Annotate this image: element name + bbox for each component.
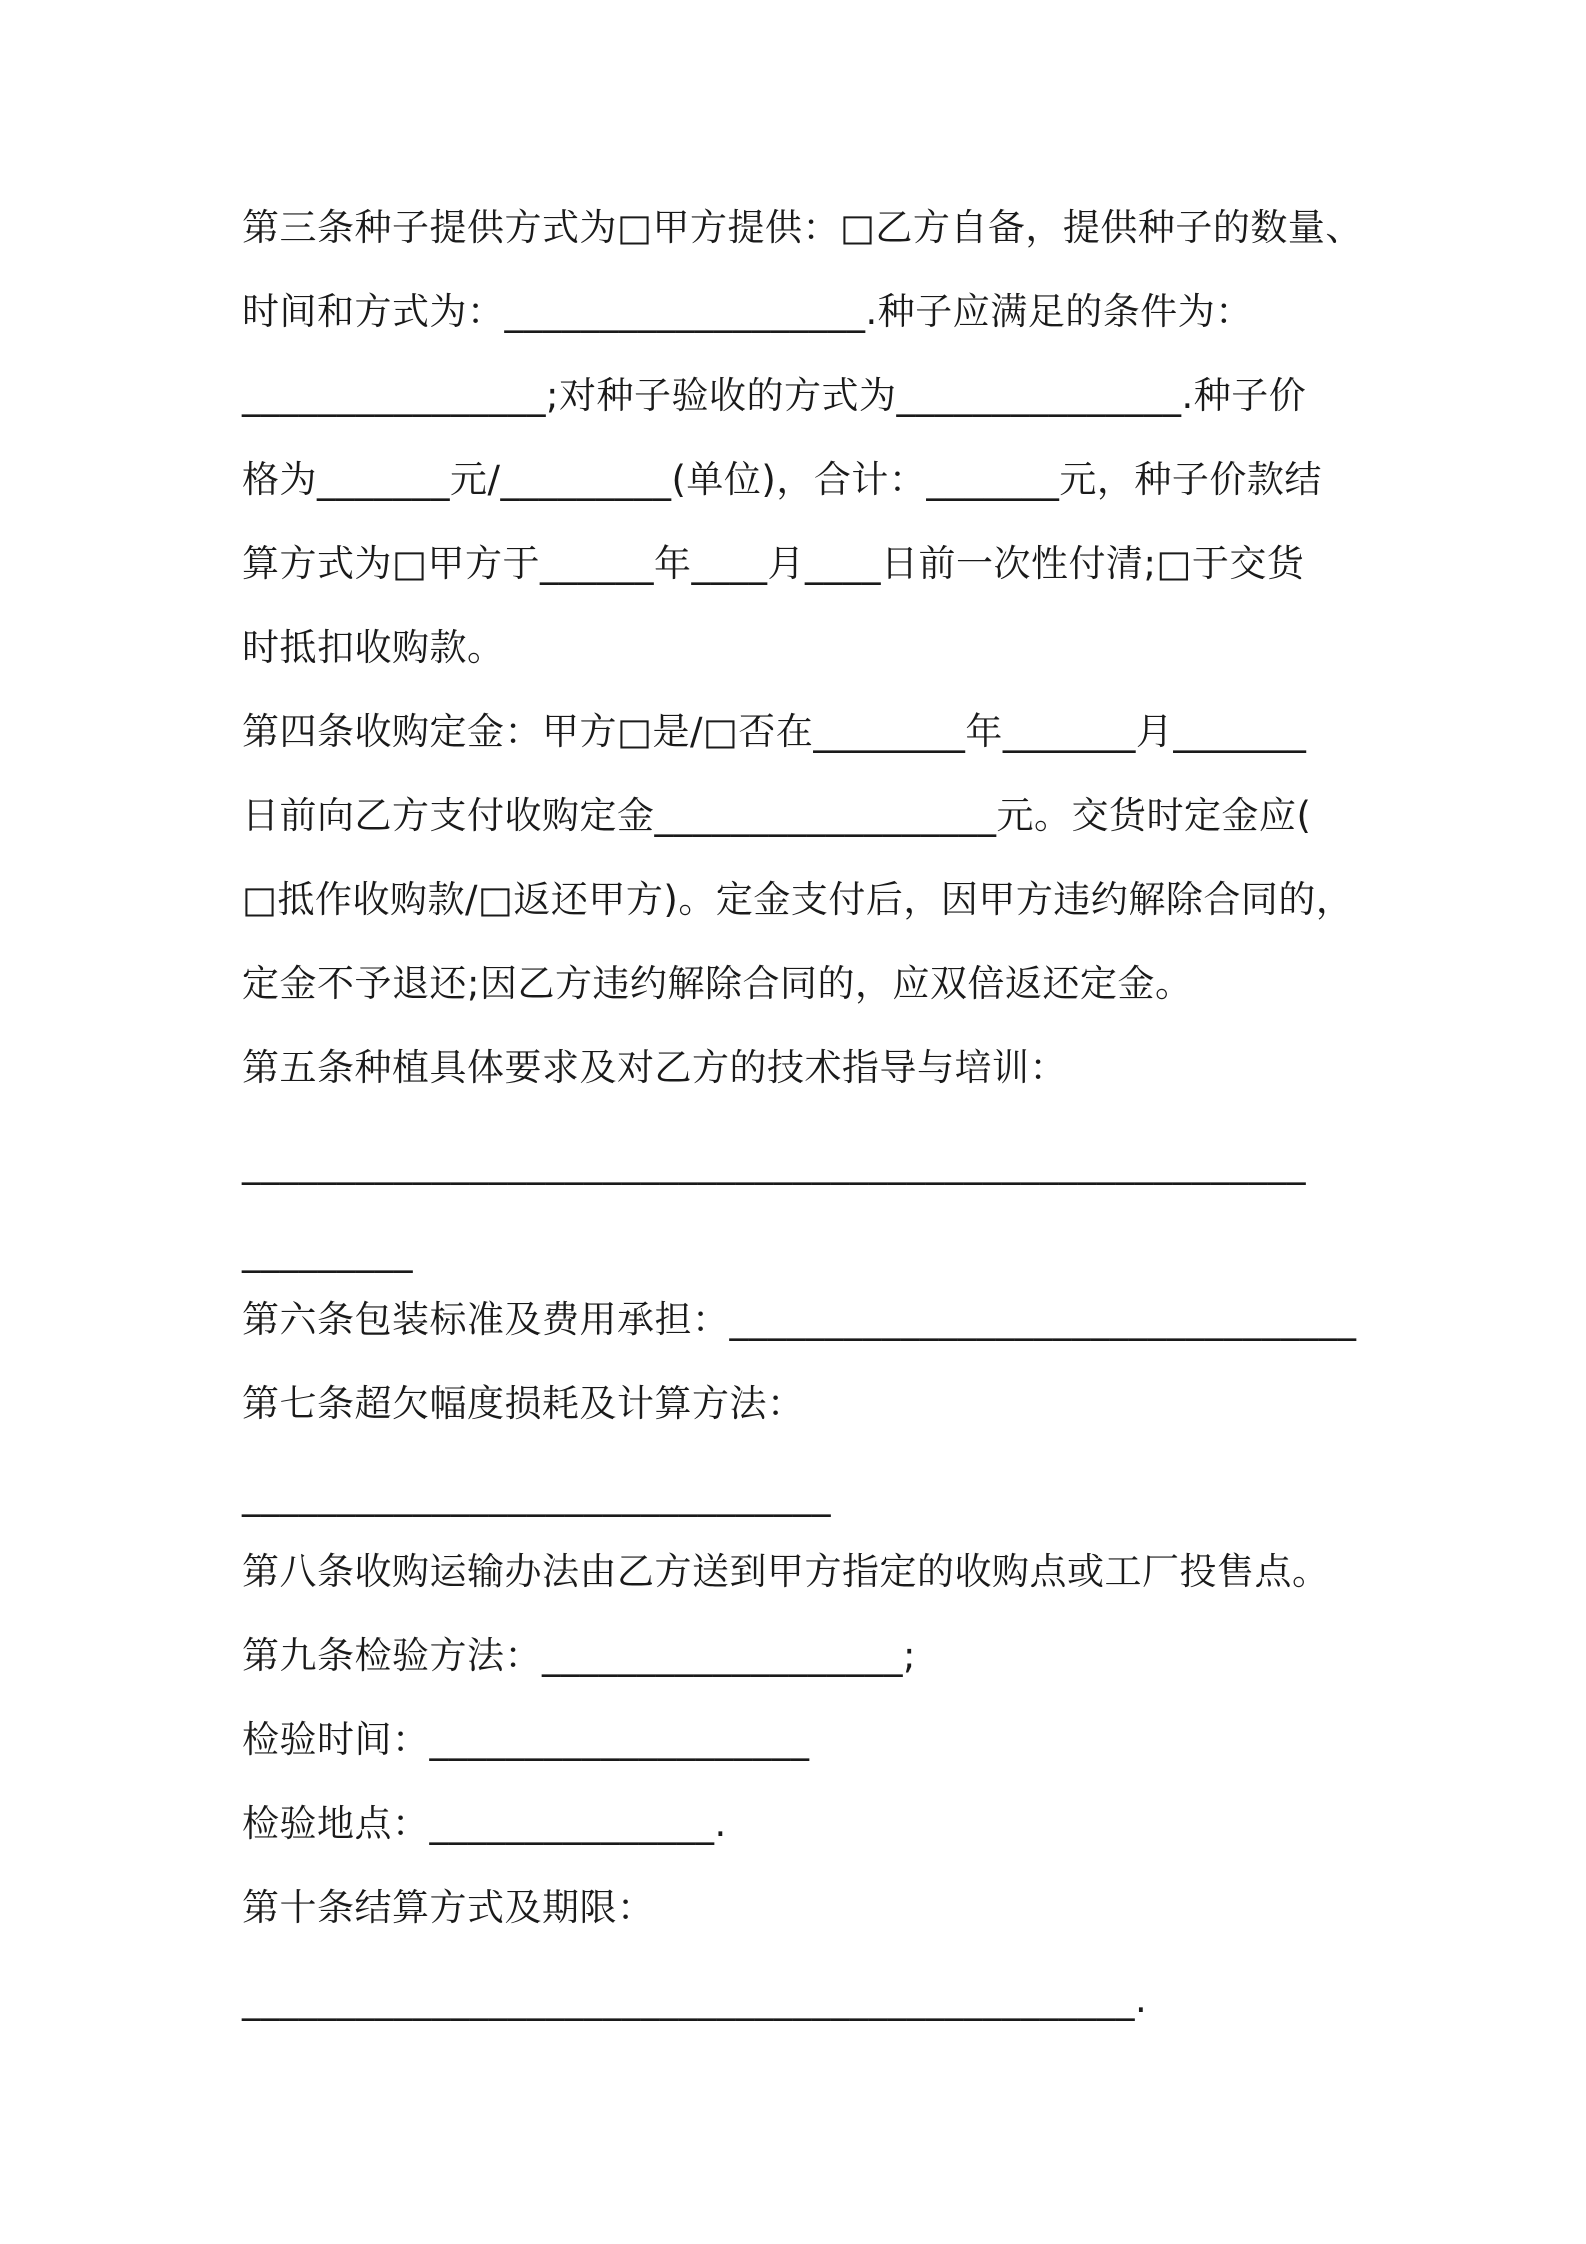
clause-4-line-3: □抵作收购款/□返还甲方)。定金支付后，因甲方违约解除合同的， — [242, 878, 1354, 921]
clause-3-line-3: ________________;对种子验收的方式为_______________.种子价 — [242, 374, 1307, 417]
clause-3-line-6: 时抵扣收购款。 — [242, 626, 505, 669]
clause-7-title: 第七条超欠幅度损耗及计算方法： — [242, 1382, 805, 1425]
clause-3-line-2: 时间和方式为：___________________.种子应满足的条件为： — [242, 290, 1253, 333]
inspection-time-line: 检验时间：____________________ — [242, 1718, 810, 1761]
clause-5-blank-1: ________________________________________________________ — [242, 1142, 1306, 1185]
clause-5-blank-2: _________ — [242, 1230, 413, 1273]
clause-10-title: 第十条结算方式及期限： — [242, 1886, 655, 1929]
clause-3-line-5: 算方式为□甲方于______年____月____日前一次性付清;□于交货 — [242, 542, 1305, 585]
clause-3-line-4: 格为_______元/_________(单位)，合计：_______元，种子价款结 — [242, 458, 1322, 501]
clause-7-blank: _______________________________ — [242, 1474, 831, 1517]
clause-6-line: 第六条包装标准及费用承担：_________________________________ — [242, 1298, 1357, 1341]
clause-8-line: 第八条收购运输办法由乙方送到甲方指定的收购点或工厂投售点。 — [242, 1550, 1330, 1593]
clause-4-line-2: 日前向乙方支付收购定金__________________元。交货时定金应( — [242, 794, 1312, 837]
clause-3-line-1: 第三条种子提供方式为□甲方提供：□乙方自备，提供种子的数量、 — [242, 206, 1363, 249]
clause-5-title: 第五条种植具体要求及对乙方的技术指导与培训： — [242, 1046, 1067, 1089]
clause-4-line-1: 第四条收购定金：甲方□是/□否在________年_______月_______ — [242, 710, 1307, 753]
inspection-place-line: 检验地点：_______________. — [242, 1802, 727, 1845]
clause-4-line-4: 定金不予退还;因乙方违约解除合同的，应双倍返还定金。 — [242, 962, 1193, 1005]
clause-9-line: 第九条检验方法：___________________; — [242, 1634, 916, 1677]
clause-10-blank: _______________________________________________. — [242, 1978, 1148, 2021]
